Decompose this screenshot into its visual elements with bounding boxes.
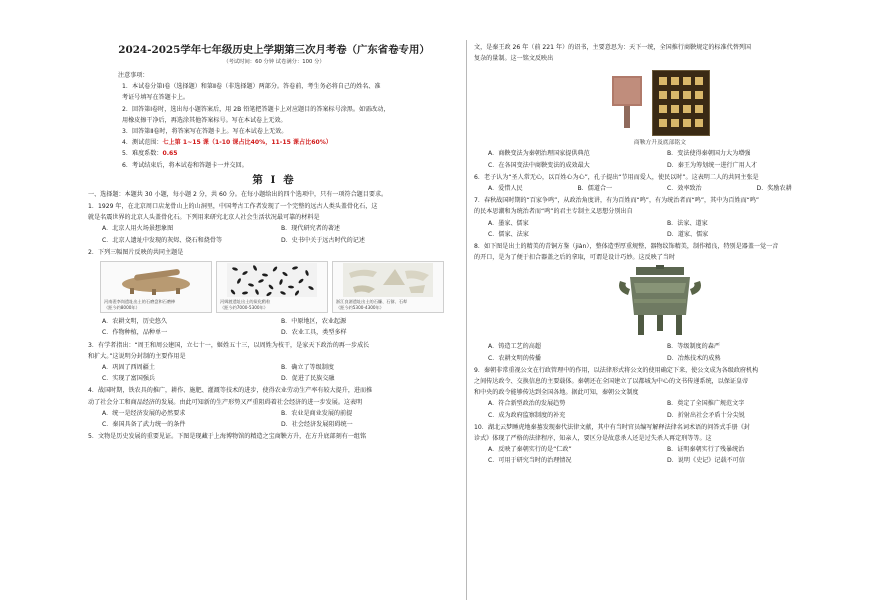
question-stem: 复杂的量制。这一铭文反映出 (474, 55, 554, 63)
question-5-start (88, 431, 460, 442)
question-stem: 的民本思潮和为统治者而“鸣”的君主专制主义思想分别出自 (474, 208, 633, 216)
question-stem: 10．湖北云梦睡虎地秦墓发现秦代法律文献，其中有当时官员编写解释法律名词术语的问答式手册《封 (474, 423, 750, 431)
fangsheng-image (610, 74, 644, 130)
question-9 (474, 365, 846, 421)
question-stem: 1．1929 年，在北京周口店龙骨山上的山洞里，中国考古工作者发现了一个完整的远古人类头盖骨化石，这 (88, 203, 378, 211)
options (88, 408, 460, 430)
option-b[interactable]: B．法家、道家 (667, 219, 708, 227)
notice-difficulty (88, 148, 460, 159)
notice-line: 1．本试卷分第Ⅰ卷（选择题）和第Ⅱ卷（非选择题）两部分。答卷前，考生务必将自己的姓名、准 (122, 83, 381, 91)
option-c[interactable]: C．儒家、法家 (488, 230, 529, 238)
question-1 (88, 201, 460, 246)
options (88, 316, 460, 338)
option-b[interactable]: B．等级制度的森严 (667, 343, 720, 351)
option-b[interactable]: B．中原地区，农业起源 (281, 318, 347, 326)
option-b[interactable]: B．儒道合一 (577, 185, 613, 193)
millstone-picture (100, 261, 212, 313)
notice-scope-value: 七上第 1~15 课（1-10 课占比40%，11-15 课占比60%） (162, 139, 332, 147)
bronze-jian-figure (474, 265, 846, 339)
option-c[interactable]: C．在各国变法中商鞅变法的成效最大 (488, 161, 590, 169)
option-b[interactable]: B．确立了等级制度 (281, 364, 334, 372)
question-8 (474, 241, 846, 364)
option-d[interactable]: D．史书中关于远古时代的记述 (281, 236, 365, 244)
question-6 (474, 172, 846, 194)
picture-date: （距今约8000年） (104, 304, 140, 310)
option-b[interactable]: B．现代研究者的著述 (281, 225, 341, 233)
image-row (98, 261, 446, 313)
section-title: 第 Ⅰ 卷 (252, 173, 296, 186)
question-stem: 文，是秦王政 26 年（前 221 年）的诏书，主要意思为：天下一统，全国推行商鞅规定的标准代替列国 (474, 44, 751, 51)
options (474, 148, 846, 170)
question-stem: 7．春秋战国时期的“百家争鸣”，从政治角度讲，有为百姓而“鸣”，有为统治者而“鸣”，其中为百姓而“鸣” (474, 197, 760, 205)
option-c[interactable]: C．农耕文明的传播 (488, 354, 542, 362)
option-c[interactable]: C．可用于研究当时的治理情况 (488, 457, 572, 465)
picture-date: （距今约7000-5300年） (220, 304, 268, 310)
question-stem: 4．战国时期，铁农具的推广，耕作、施肥、灌溉等技术的进步，使得农业劳动生产率有较大提升，进而推 (88, 387, 373, 395)
option-d[interactable]: D．促进了民族交融 (281, 375, 335, 383)
figure-caption: 商鞅方升及底部铭文 (633, 140, 687, 147)
question-stem: 3．有学者指出：“周王和周公建国，立七十一，姬姓五十三，以周姓为枝干，是家天下政治的再一步成长 (88, 341, 370, 349)
question-stem: 诊式》体现了严格的法律程序，知亲人，要区分是故意杀人还是过失杀人再定刑等等。这 (474, 435, 712, 443)
question-4 (88, 385, 460, 430)
notice-line: 考证号填写在答题卡上。 (122, 94, 190, 102)
option-a[interactable]: A．反映了秦朝实行的是“仁政” (488, 446, 572, 454)
option-b[interactable]: B．农业是商业发展的前提 (281, 409, 353, 417)
option-c[interactable]: C．实现了富国强兵 (102, 375, 156, 383)
option-c[interactable]: C．效率致治 (667, 185, 702, 193)
question-5-continued (474, 42, 846, 171)
option-c[interactable]: C．作物种植，品种单一 (102, 329, 168, 337)
question-stem: 和扩大。”这说明分封制的主要作用是 (88, 352, 186, 360)
question-stem: 8．如下图是出土的精美的青铜方鉴（jiàn），整体造型厚重规整，器物纹饰精美，制作精良，特别是器盖一觉一音 (474, 243, 779, 251)
option-a[interactable]: A．铸造工艺的高超 (488, 343, 541, 351)
notice-scope-label: 4．测试范围： (122, 139, 163, 147)
section-intro: 一、选择题：本题共 30 小题，每小题 2 分，共 60 分。在每小题给出的四个选项中，只有一项符合题目要求。 (88, 190, 388, 198)
option-a[interactable]: A．统一是经济发展的必然要求 (102, 409, 186, 417)
page-title: 2024-2025学年七年级历史上学期第三次月考卷（广东省卷专用） (118, 44, 430, 56)
question-stem: 动了社会分工和商品经济的发展。由此可知新的生产形势又严重阻碍着社会经济的进一步发展。这表明 (88, 398, 363, 406)
option-a[interactable]: A．农耕文明，历史悠久 (102, 318, 168, 326)
question-stem: 5．文物是历史发展的重要见证。下图是现藏于上海博物馆的精造之宝商鞅方升，在方升底部刻有一组铭 (88, 433, 367, 441)
option-a[interactable]: A．巩固了西周疆土 (102, 364, 155, 372)
options (474, 398, 846, 420)
option-d[interactable]: D．冶炼技术的成熟 (667, 354, 721, 362)
question-stem: 2．下列三幅图片反映的共同主题是 (88, 248, 184, 256)
option-a[interactable]: A．商鞅变法为秦朝治理国家提供典范 (488, 150, 590, 158)
question-stem: 6．老子认为“圣人常无心，以百姓心为心”，孔子提出“节用而爱人，使民以时”。这表明二人的共同主张是 (474, 173, 759, 181)
carbonized-rice-image (227, 263, 317, 297)
bronze-jian-image (614, 265, 706, 339)
option-a[interactable]: A．墨家、儒家 (488, 219, 529, 227)
options (474, 218, 846, 240)
question-7 (474, 195, 846, 240)
notice-line: 3．回答第Ⅱ卷时，将答案写在答题卡上。写在本试卷上无效。 (122, 128, 288, 136)
options (474, 183, 846, 194)
notice-line: 6．考试结束后，将本试卷和答题卡一并交回。 (122, 161, 248, 169)
notice-line: 用橡皮擦干净后，再选涂其他答案标号。写在本试卷上无效。 (122, 116, 287, 124)
option-d[interactable]: D．秦王为筹划统一进行广用人才 (667, 161, 758, 169)
option-d[interactable]: D．奖励农耕 (756, 185, 792, 193)
option-d[interactable]: D．说明《史记》记载不可信 (667, 457, 745, 465)
option-b[interactable]: B．变法使得秦朝国力大为增强 (667, 150, 751, 158)
option-a[interactable]: A．爱惜人民 (488, 185, 523, 193)
option-c[interactable]: C．成为政府监察制度的补充 (488, 411, 566, 419)
option-d[interactable]: D．社会经济发展阻碍统一 (281, 421, 353, 429)
question-stem: 9．秦朝非常重视公文在行政管理中的作用，以法律形式将公文的使用确定下来，使公文成为各级政府机构 (474, 366, 759, 374)
inscription-image (652, 70, 710, 136)
picture-caption: 河南裴李岗遗址出土的石磨盘和石磨棒 (104, 299, 176, 305)
option-a[interactable]: A．符合新型政治的发展趋势 (488, 400, 566, 408)
option-b[interactable]: B．证明秦朝实行了残暴统治 (667, 446, 745, 454)
stone-tools-image (343, 263, 433, 297)
options (88, 223, 460, 245)
question-stem: 和中央的政令能够传达到全国各地。据此可知，秦朝公文制度 (474, 389, 639, 397)
question-10 (474, 422, 846, 467)
picture-date: （距今约5300-4300年） (336, 304, 384, 310)
notice-difficulty-value: 0.65 (162, 150, 178, 158)
question-2 (88, 247, 460, 339)
rice-picture (216, 261, 328, 313)
question-stem: 就是名震世界的北京人头盖骨化石。下列用来研究北京人社会生活状况最可靠的材料是 (88, 214, 320, 222)
option-c[interactable]: C．北京人遗址中发现的灰烬、烧石和烧骨等 (102, 236, 223, 244)
notice-scope (88, 137, 460, 148)
fangsheng-figure (474, 70, 846, 136)
options (88, 362, 460, 384)
question-3 (88, 340, 460, 385)
notice-heading: 注意事项： (118, 72, 149, 79)
picture-caption: 河姆渡遗址出土的炭化稻粒 (220, 299, 271, 305)
options (474, 444, 846, 466)
question-stem: 的开口，是为了便于扣合器盖之后的拿取，可谓是设计巧妙。这反映了当时 (474, 254, 676, 262)
option-d[interactable]: D．折射出社会矛盾十分尖锐 (667, 411, 745, 419)
notice-difficulty-label: 5．难度系数： (122, 150, 163, 158)
column-divider (466, 40, 467, 600)
option-a[interactable]: A．北京人用火场景想象图 (102, 225, 174, 233)
stone-tools-picture (332, 261, 444, 313)
option-d[interactable]: D．道家、儒家 (667, 230, 709, 238)
millstone-image (116, 264, 196, 296)
right-column (474, 38, 846, 467)
options (474, 341, 846, 363)
left-column (88, 38, 460, 442)
option-d[interactable]: D．农业工具，类型多样 (281, 329, 347, 337)
option-c[interactable]: C．秦国具备了武力统一的条件 (102, 421, 186, 429)
exam-subtitle: （考试时间：60 分钟 试卷满分：100 分） (223, 59, 325, 65)
picture-caption: 浙江良渚遗址出土的石镰、石锛、石犁 (336, 299, 408, 305)
question-stem: 之间传达政令、交换信息的主要载体。秦朝还在全国建立了以都城为中心的文书传递系统，以保证皇帝 (474, 378, 749, 386)
option-b[interactable]: B．奠定了全国推广规范文字 (667, 400, 745, 408)
notice-line: 2．回答第Ⅰ卷时，选出每小题答案后，用 2B 铅笔把答题卡上对应题目的答案标号涂黑。如需改动， (122, 105, 390, 113)
